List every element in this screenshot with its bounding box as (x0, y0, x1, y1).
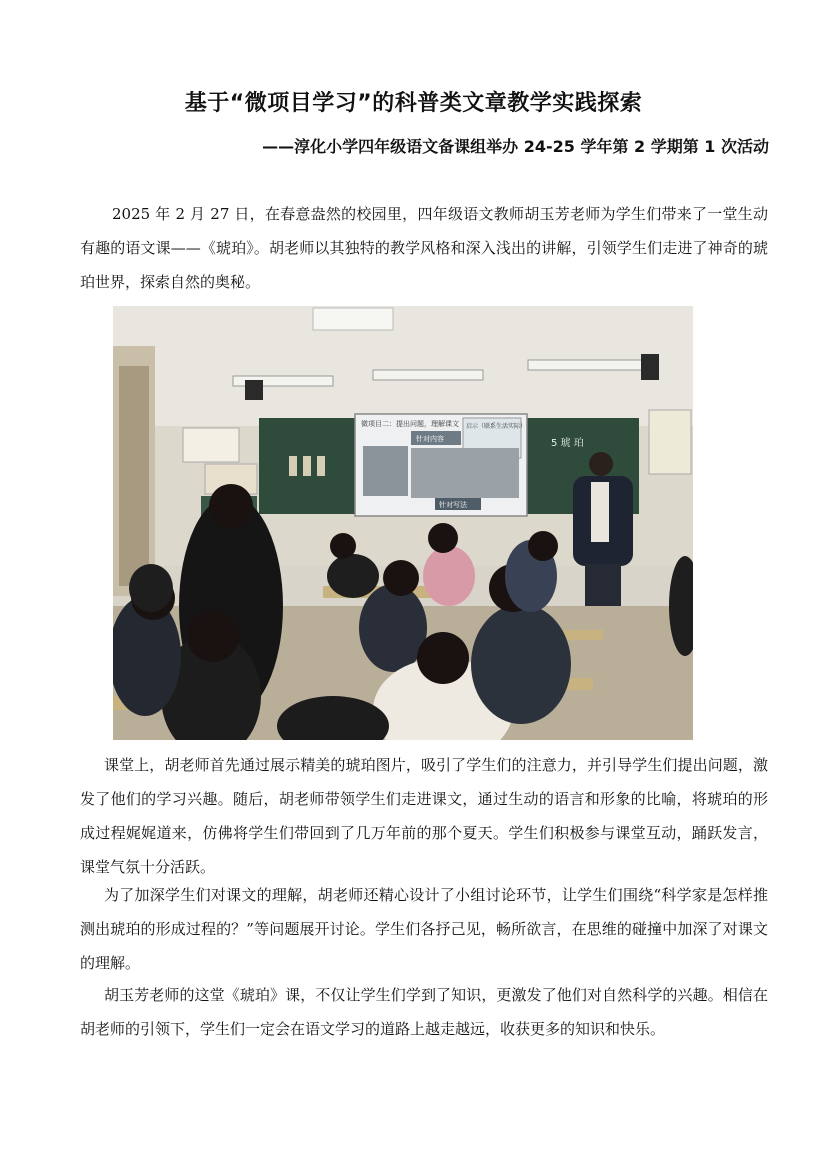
screen-box-method: 针对写法 (439, 501, 467, 509)
page-title: 基于“微项目学习”的科普类文章教学实践探索 (184, 91, 643, 116)
paragraph-4: 胡玉芳老师的这堂《琥珀》课，不仅让学生们学到了知识，更激发了他们对自然科学的兴趣。相信在胡老师的引领下，学生们一定会在语文学习的道路上越走越远，收获更多的知识和快乐。 (80, 986, 768, 1038)
screen-heading: 微项目二：提出问题，理解课文 (361, 420, 459, 428)
screen-box-content: 针对内容 (416, 435, 444, 443)
paragraph-1: 2025 年 2 月 27 日，在春意盎然的校园里，四年级语文教师胡玉芳老师为学生们带来了一堂生动有趣的语文课——《琥珀》。胡老师以其独特的教学风格和深入浅出的讲解，引领学生们走进了神奇的琥珀世界，探索自然的奥秘。 (80, 205, 768, 291)
paragraph-3: 为了加深学生们对课文的理解，胡老师还精心设计了小组讨论环节，让学生们围绕“科学家是怎样推测出琥珀的形成过程的？”等问题展开讨论。学生们各抒己见，畅所欲言，在思维的碰撞中加深了对课文的理解。 (80, 886, 768, 972)
paragraph-2: 课堂上，胡老师首先通过展示精美的琥珀图片，吸引了学生们的注意力，并引导学生们提出问题，激发了他们的学习兴趣。随后，胡老师带领学生们走进课文，通过生动的语言和形象的比喻，将琥珀的形成过程娓娓道来，仿佛将学生们带回到了几万年前的那个夏天。学生们积极参与课堂互动，踊跃发言，课堂气氛十分活跃。 (80, 756, 768, 876)
classroom-photo (113, 306, 693, 740)
screen-box-insight: 启示（联系生活实际） (466, 423, 527, 430)
board-title: 5 琥 珀 (551, 438, 584, 449)
page-subtitle: ——淳化小学四年级语文备课组举办 24-25 学年第 2 学期第 1 次活动 (262, 137, 769, 156)
